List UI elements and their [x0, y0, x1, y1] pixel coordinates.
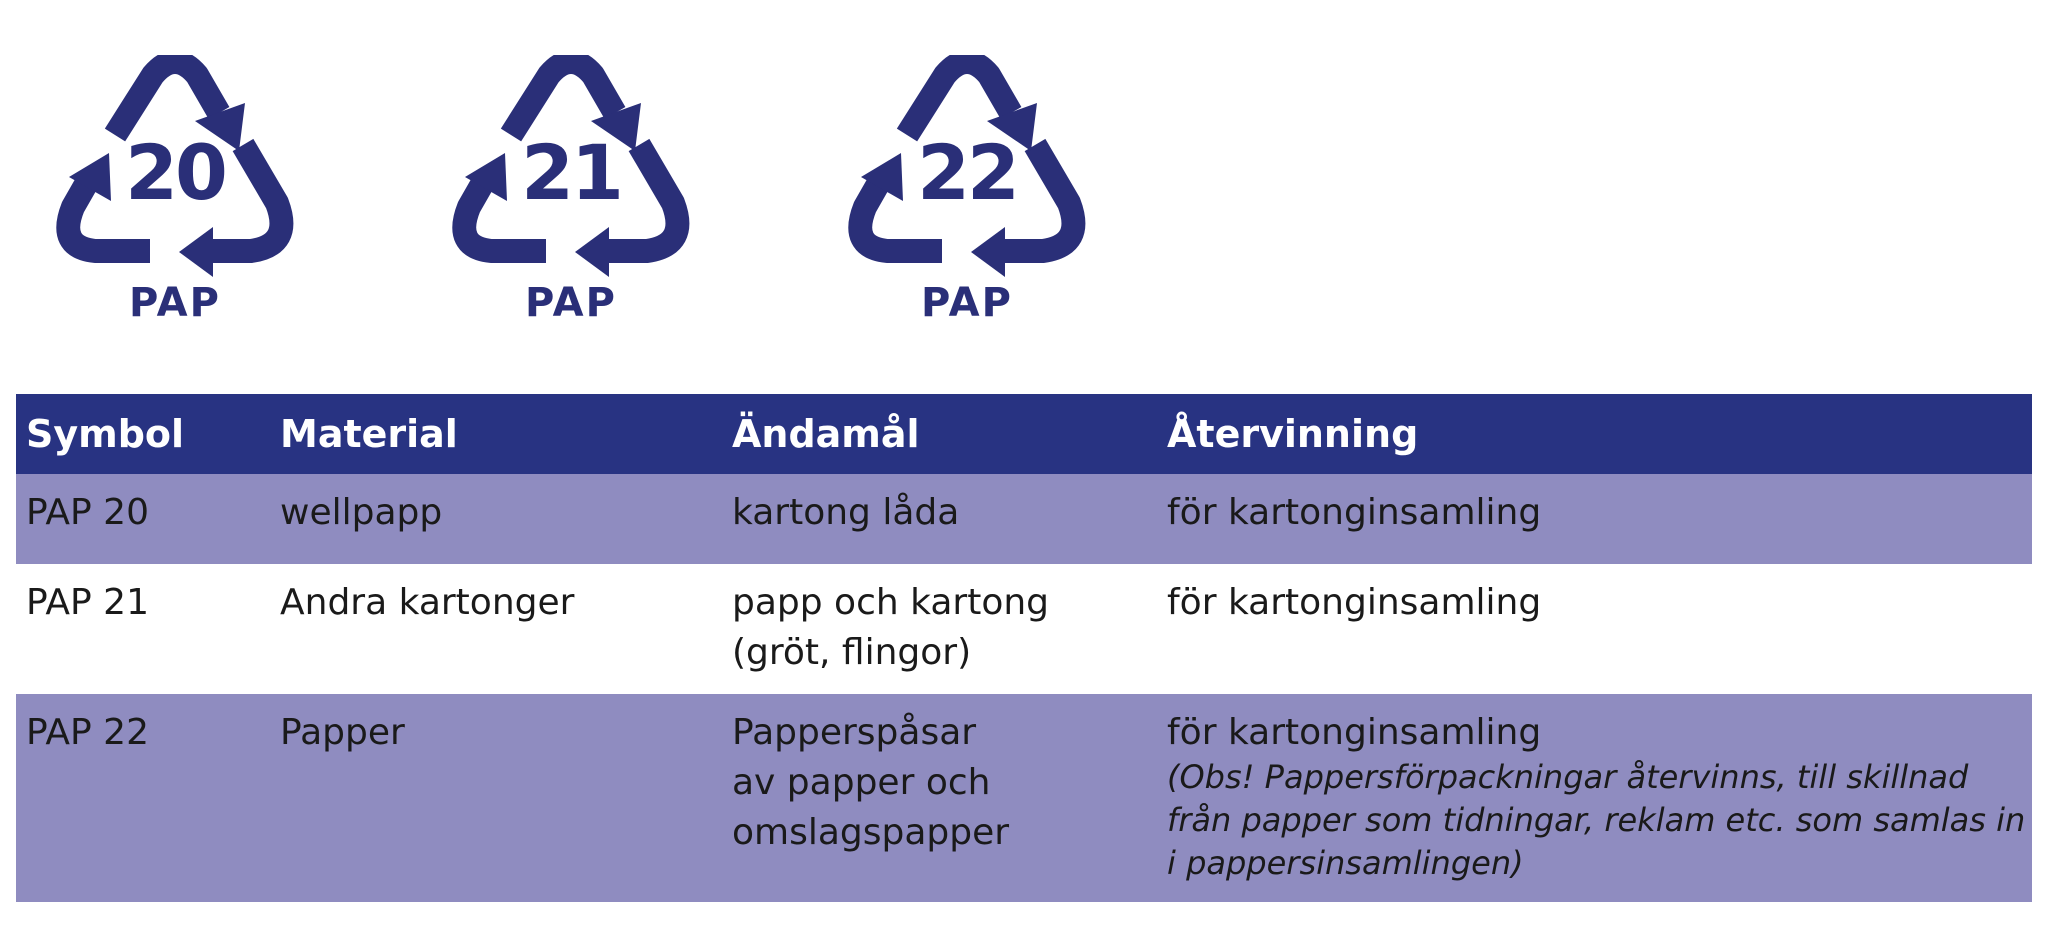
cell-purpose: Papperspåsar av papper och omslagspapper — [722, 694, 1157, 902]
cell-material: Papper — [270, 694, 722, 902]
symbol-code: PAP — [525, 280, 617, 326]
table-header-row — [16, 394, 2032, 474]
symbol-pap-21 — [451, 55, 691, 345]
table-row — [16, 694, 2032, 902]
column-header-material: Material — [270, 394, 722, 474]
symbol-code: PAP — [921, 280, 1013, 326]
recycling-note: (Obs! Pappersförpackningar återvinns, till skillnad från papper som tidningar, reklam etc. som samlas in i pappersinsamlingen) — [1167, 758, 2026, 882]
cell-recycling-with-note — [1157, 694, 2032, 902]
symbol-number: 22 — [917, 128, 1017, 217]
symbol-code: PAP — [129, 280, 221, 326]
cell-material: Andra kartonger — [280, 582, 575, 623]
cell-recycling: för kartonginsamling — [1157, 474, 2032, 564]
table-row — [16, 474, 2032, 564]
column-header-recycling: Återvinning — [1157, 394, 2032, 474]
cell-recycling: för kartonginsamling — [1167, 582, 1542, 623]
cell-material: wellpapp — [270, 474, 722, 564]
symbol-pap-22 — [847, 55, 1087, 345]
column-header-purpose: Ändamål — [722, 394, 1157, 474]
cell-purpose: papp och kartong (gröt, flingor) — [732, 582, 1050, 673]
symbol-number: 21 — [521, 128, 621, 217]
cell-symbol: PAP 22 — [16, 694, 270, 902]
symbol-pap-20 — [55, 55, 295, 345]
cell-symbol: PAP 20 — [16, 474, 270, 564]
recycling-table — [16, 394, 2032, 902]
symbol-number: 20 — [125, 128, 225, 217]
recycling-symbols — [0, 0, 2048, 360]
cell-recycling: för kartonginsamling — [1167, 712, 1542, 753]
column-header-symbol: Symbol — [16, 394, 270, 474]
cell-purpose: kartong låda — [722, 474, 1157, 564]
table-row — [16, 564, 2032, 694]
cell-symbol: PAP 21 — [26, 582, 149, 623]
